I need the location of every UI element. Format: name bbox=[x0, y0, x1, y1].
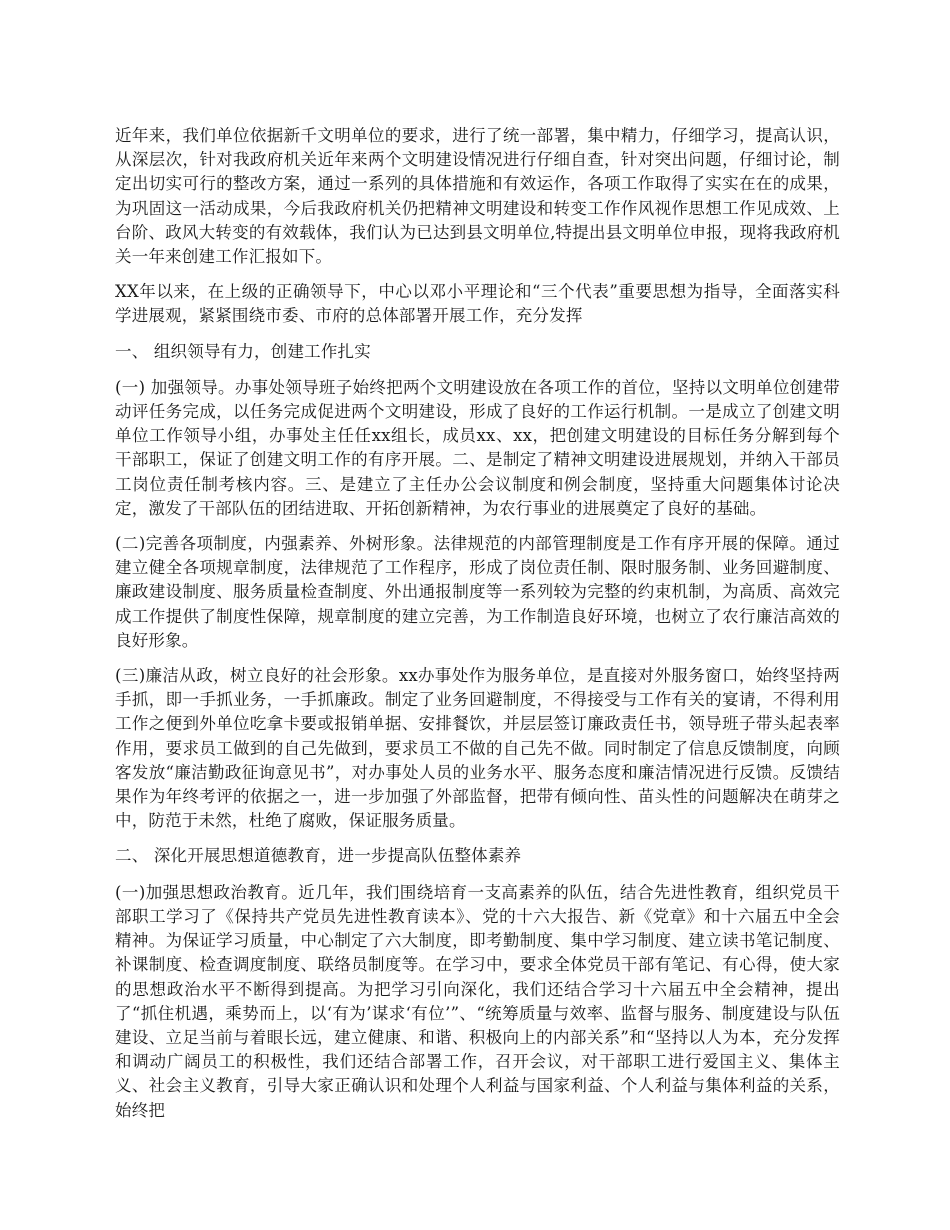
section-heading-1: 一、 组织领导有力，创建工作扎实 bbox=[115, 341, 371, 361]
subsection-paragraph-1-3: (三)廉洁从政，树立良好的社会形象。xx办事处作为服务单位，是直接对外服务窗口，始终坚持两手抓，即一手抓业务，一手抓廉政。制定了业务回避制度，不得接受与工作有关的宴请，不得利用工作之便到外单位吃拿卡要或报销单据、安排餐饮，并层层签订廉政责任书，领导班子带头起表率作用，要求员工做到的自己先做到，要求员工不做的自己先不做。同时制定了信息反馈制度，向顾客发放“廉洁勤政征询意见书”，对办事处人员的业务水平、服务态度和廉洁情况进行反馈。反馈结果作为年终考评的依据之一，进一步加强了外部监督，把带有倾向性、苗头性的问题解决在萌芽之中，防范于未然，杜绝了腐败，保证服务质量。 bbox=[115, 666, 840, 831]
intro-paragraph: 近年来，我们单位依据新千文明单位的要求，进行了统一部署，集中精力，仔细学习，提高认识，从深层次，针对我政府机关近年来两个文明建设情况进行仔细自查，针对突出问题，仔细讨论，制定出切实可行的整改方案，通过一系列的具体措施和有效运作，各项工作取得了实实在在的成果，为巩固这一活动成果，今后我政府机关仍把精神文明建设和转变工作作风视作思想工作见成效、上台阶、政风大转变的有效载体，我们认为已达到县文明单位,特提出县文明单位申报，现将我政府机关一年来创建工作汇报如下。 bbox=[115, 126, 840, 267]
subsection-paragraph-1-1: (一) 加强领导。办事处领导班子始终把两个文明建设放在各项工作的首位，坚持以文明单位创建带动评任务完成，以任务完成促进两个文明建设，形成了良好的工作运行机制。一是成立了创建文明单位工作领导小组，办事处主任任xx组长，成员xx、xx，把创建文明建设的目标任务分解到每个干部职工，保证了创建文明工作的有序开展。二、是制定了精神文明建设进展规划，并纳入干部员工岗位责任制考核内容。三、是建立了主任办公会议制度和例会制度，坚持重大问题集体讨论决定，激发了干部队伍的团结进取、开拓创新精神，为农行事业的进展奠定了良好的基础。 bbox=[115, 377, 840, 518]
overview-paragraph: XX年以来，在上级的正确领导下，中心以邓小平理论和“三个代表”重要思想为指导，全面落实科学进展观，紧紧围绕市委、市府的总体部署开展工作，充分发挥 bbox=[115, 282, 840, 326]
subsection-paragraph-2-1: (一)加强思想政治教育。近几年，我们围绕培育一支高素养的队伍，结合先进性教育，组织党员干部职工学习了《保持共产党员先进性教育读本》、党的十六大报告、新《党章》和十六届五中全会精神。为保证学习质量，中心制定了六大制度，即考勤制度、集中学习制度、建立读书笔记制度、补课制度、检查调度制度、联络员制度等。在学习中，要求全体党员干部有笔记、有心得，使大家的思想政治水平不断得到提高。为把学习引向深化，我们还结合学习十六届五中全会精神，提出了“抓住机遇，乘势而上，以‘有为’谋求‘有位’”、“统筹质量与效率、监督与服务、制度建设与队伍建设、立足当前与着眼长远，建立健康、和谐、积极向上的内部关系”和“坚持以人为本，充分发挥和调动广阔员工的积极性，我们还结合部署工作，召开会议，对干部职工进行爱国主义、集体主义、社会主义教育，引导大家正确认识和处理个人利益与国家利益、个人利益与集体利益的关系，始终把 bbox=[115, 882, 840, 1120]
subsection-paragraph-1-2: (二)完善各项制度，内强素养、外树形象。法律规范的内部管理制度是工作有序开展的保障。通过建立健全各项规章制度，法律规范了工作程序，形成了岗位责任制、限时服务制、业务回避制度、廉政建设制度、服务质量检查制度、外出通报制度等一系列较为完整的约束机制，为高质、高效完成工作提供了制度性保障，规章制度的建立完善，为工作制造良好环境，也树立了农行廉洁高效的良好形象。 bbox=[115, 534, 840, 650]
document-body bbox=[115, 124, 840, 1134]
section-heading-2: 二、 深化开展思想道德教育，进一步提高队伍整体素养 bbox=[115, 846, 522, 866]
